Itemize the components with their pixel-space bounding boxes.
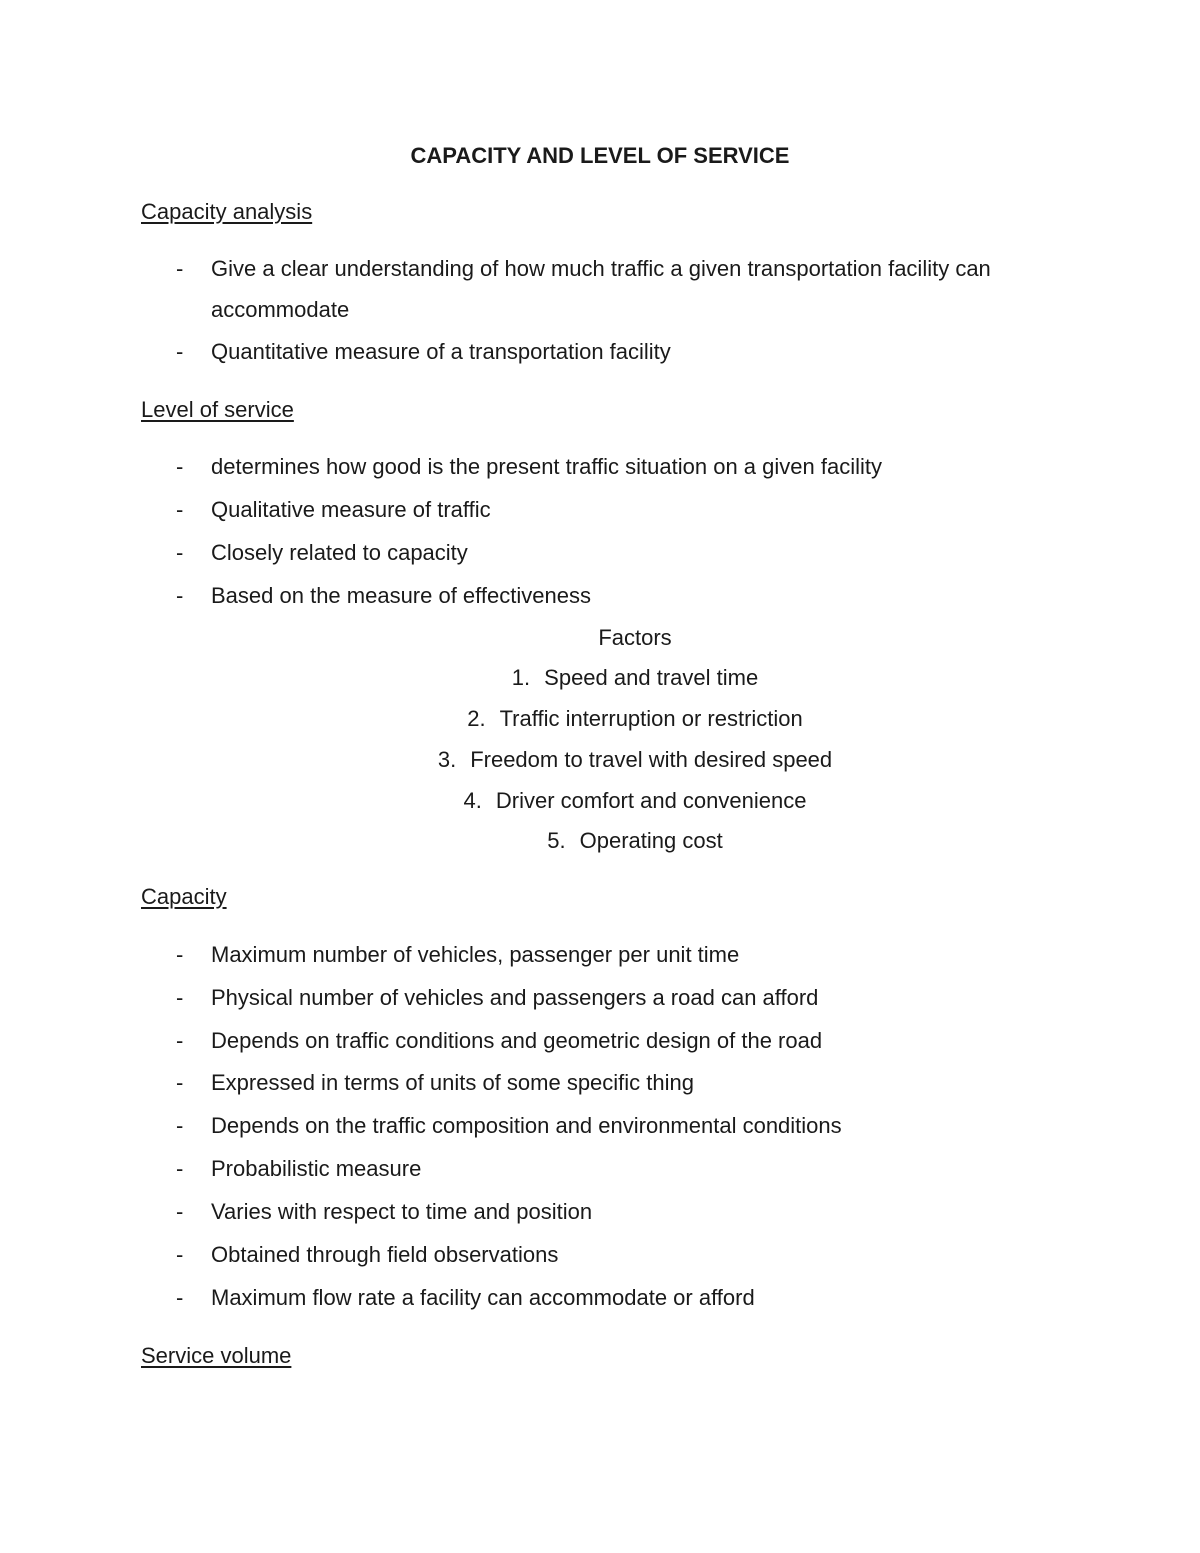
bullet-marker: - (176, 1285, 184, 1310)
factor-item (35, 746, 1200, 774)
bullet-marker: - (176, 942, 184, 967)
bullet-item: Obtained through field observations (211, 1242, 559, 1267)
bullet-marker: - (176, 454, 184, 479)
bullet-item-continuation: accommodate (211, 297, 350, 322)
factor-item (35, 787, 1200, 815)
bullet-marker: - (176, 1199, 184, 1224)
factors-label: Factors (598, 625, 672, 650)
bullet-item: Qualitative measure of traffic (211, 497, 491, 522)
factor-number: 5. (547, 828, 566, 853)
bullet-item: Varies with respect to time and position (211, 1199, 593, 1224)
bullet-item: Maximum flow rate a facility can accommodate or afford (211, 1285, 755, 1310)
bullet-item: determines how good is the present traffic situation on a given facility (211, 454, 882, 479)
bullet-item: Expressed in terms of units of some specific thing (211, 1070, 694, 1095)
bullet-item: Closely related to capacity (211, 540, 468, 565)
bullet-marker: - (176, 1028, 184, 1053)
bullet-marker: - (176, 583, 184, 608)
factor-number: 2. (467, 706, 486, 731)
bullet-marker: - (176, 985, 184, 1010)
section-heading-capacity-analysis: Capacity analysis (141, 199, 313, 224)
factor-item (35, 664, 1200, 692)
document-title: CAPACITY AND LEVEL OF SERVICE (410, 143, 790, 168)
bullet-item: Depends on traffic conditions and geometric design of the road (211, 1028, 823, 1053)
factor-item (35, 827, 1200, 855)
factor-number: 3. (437, 747, 457, 772)
bullet-marker: - (176, 1156, 184, 1181)
bullet-marker: - (176, 339, 184, 364)
bullet-marker: - (176, 1242, 184, 1267)
factor-number: 4. (463, 788, 482, 813)
bullet-marker: - (176, 1070, 184, 1095)
factor-item (35, 705, 1200, 733)
factor-text: Speed and travel time (544, 665, 759, 690)
factor-text: Freedom to travel with desired speed (470, 747, 833, 772)
bullet-marker: - (176, 497, 184, 522)
factor-number: 1. (511, 665, 531, 690)
factor-text: Traffic interruption or restriction (499, 706, 803, 731)
bullet-item: Depends on the traffic composition and environmental conditions (211, 1113, 842, 1138)
factor-text: Driver comfort and convenience (495, 788, 807, 813)
section-heading-service-volume: Service volume (141, 1343, 292, 1368)
bullet-item: Maximum number of vehicles, passenger per unit time (211, 942, 740, 967)
section-heading-level-of-service: Level of service (141, 397, 294, 422)
bullet-marker: - (176, 256, 184, 281)
bullet-item: Quantitative measure of a transportation facility (211, 339, 671, 364)
bullet-item: Probabilistic measure (211, 1156, 422, 1181)
bullet-marker: - (176, 1113, 184, 1138)
factor-text: Operating cost (579, 828, 723, 853)
section-heading-capacity: Capacity (141, 884, 227, 909)
bullet-item: Based on the measure of effectiveness (211, 583, 591, 608)
bullet-item: Give a clear understanding of how much traffic a given transportation facility can (211, 256, 991, 281)
bullet-marker: - (176, 540, 184, 565)
bullet-item: Physical number of vehicles and passengers a road can afford (211, 985, 819, 1010)
